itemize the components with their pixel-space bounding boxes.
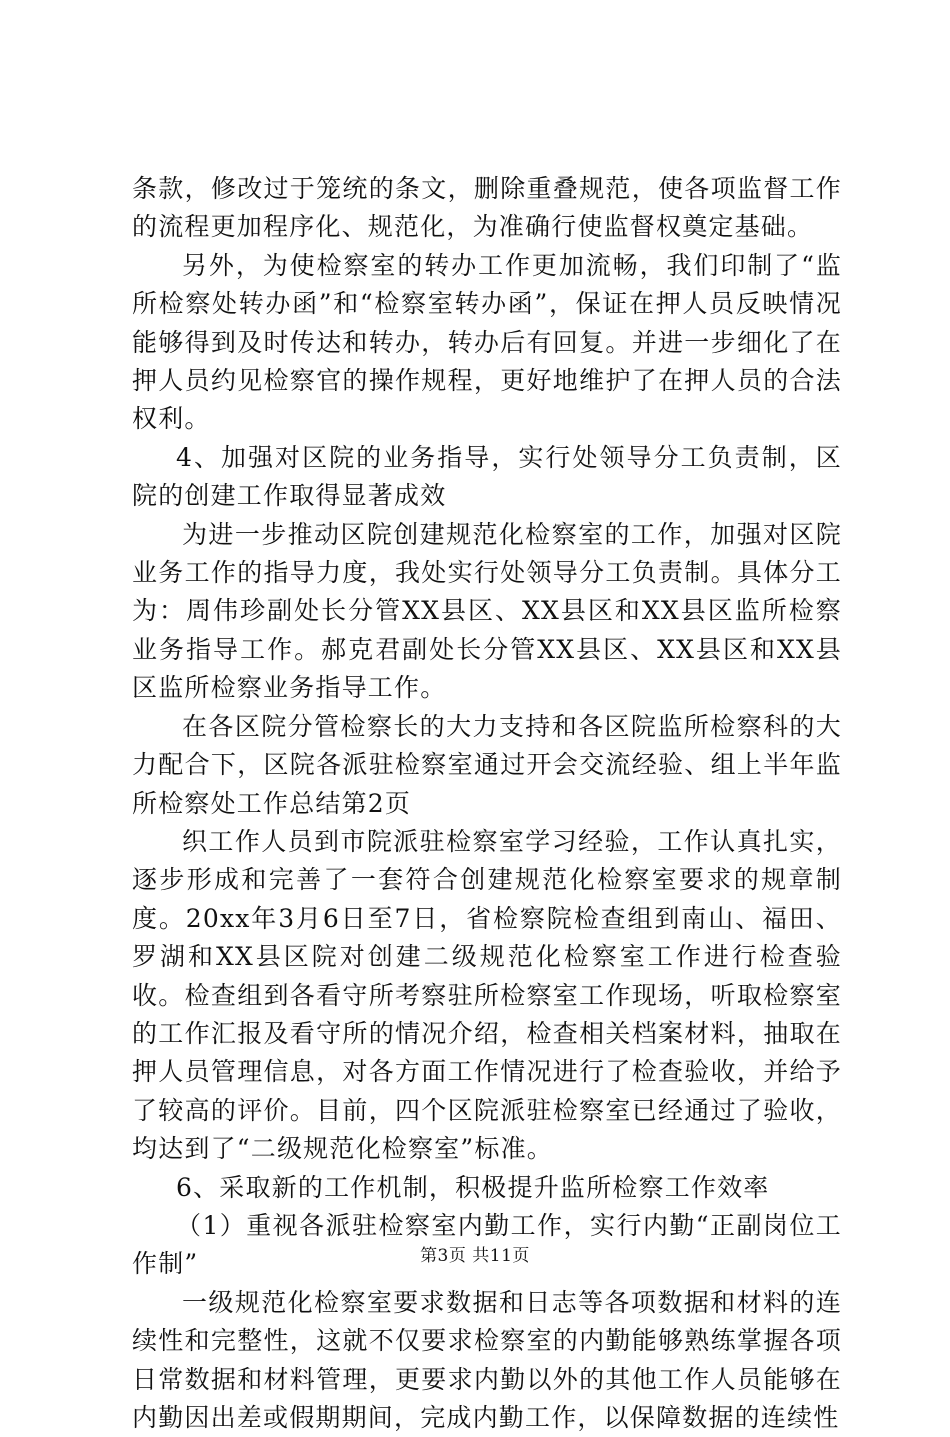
section-heading-6: 6、采取新的工作机制，积极提升监所检察工作效率: [176, 1172, 770, 1202]
page-footer: 第3页 共11页: [420, 1246, 530, 1266]
section-heading-4: 4、加强对区院的业务指导，实行处领导分工负责制，区院的创建工作取得显著成效: [132, 442, 842, 511]
paragraph-1: 条款，修改过于笼统的条文，删除重叠规范，使各项监督工作的流程更加程序化、规范化，为准确行使监督权奠定基础。: [132, 174, 842, 242]
paragraph-4: 在各区院分管检察长的大力支持和各区院监所检察科的大力配合下，区院各派驻检察室通过开会交流经验、组上半年监所检察处工作总结第2页: [132, 711, 842, 818]
paragraph-5: 织工作人员到市院派驻检察室学习经验，工作认真扎实，逐步形成和完善了一套符合创建规范化检察室要求的规章制度。20xx年3月6日至7日，省检察院检查组到南山、福田、罗湖和XX县区院对创建二级规范化检察室工作进行检查验收。检查组到各看守所考察驻所检察室工作现场，听取检察室的工作汇报及看守所的情况介绍，检查相关档案材料，抽取在押人员管理信息，对各方面工作情况进行了检查验收，并给予了较高的评价。目前，四个区院派驻检察室已经通过了验收，均达到了“二级规范化检察室”标准。: [132, 826, 842, 1164]
paragraph-6: 一级规范化检察室要求数据和日志等各项数据和材料的连续性和完整性，这就不仅要求检察室的内勤能够熟练掌握各项日常数据和材料管理，更要求内勤以外的其他工作人员能够在内勤因出差或假期期间，完成内勤工作，以保障数据的连续性: [132, 1287, 842, 1432]
paragraph-2: 另外，为使检察室的转办工作更加流畅，我们印制了“监所检察处转办函”和“检察室转办函”，保证在押人员反映情况能够得到及时传达和转办，转办后有回复。并进一步细化了在押人员约见检察官的操作规程，更好地维护了在押人员的合法权利。: [132, 250, 842, 434]
paragraph-3: 为进一步推动区院创建规范化检察室的工作，加强对区院业务工作的指导力度，我处实行处领导分工负责制。具体分工为：周伟珍副处长分管XX县区、XX县区和XX县区监所检察业务指导工作。郝克君副处长分管XX县区、XX县区和XX县区监所检察业务指导工作。: [132, 519, 842, 703]
subsection-heading-1: （1）重视各派驻检察室内勤工作，实行内勤“正副岗位工作制”: [132, 1210, 842, 1279]
